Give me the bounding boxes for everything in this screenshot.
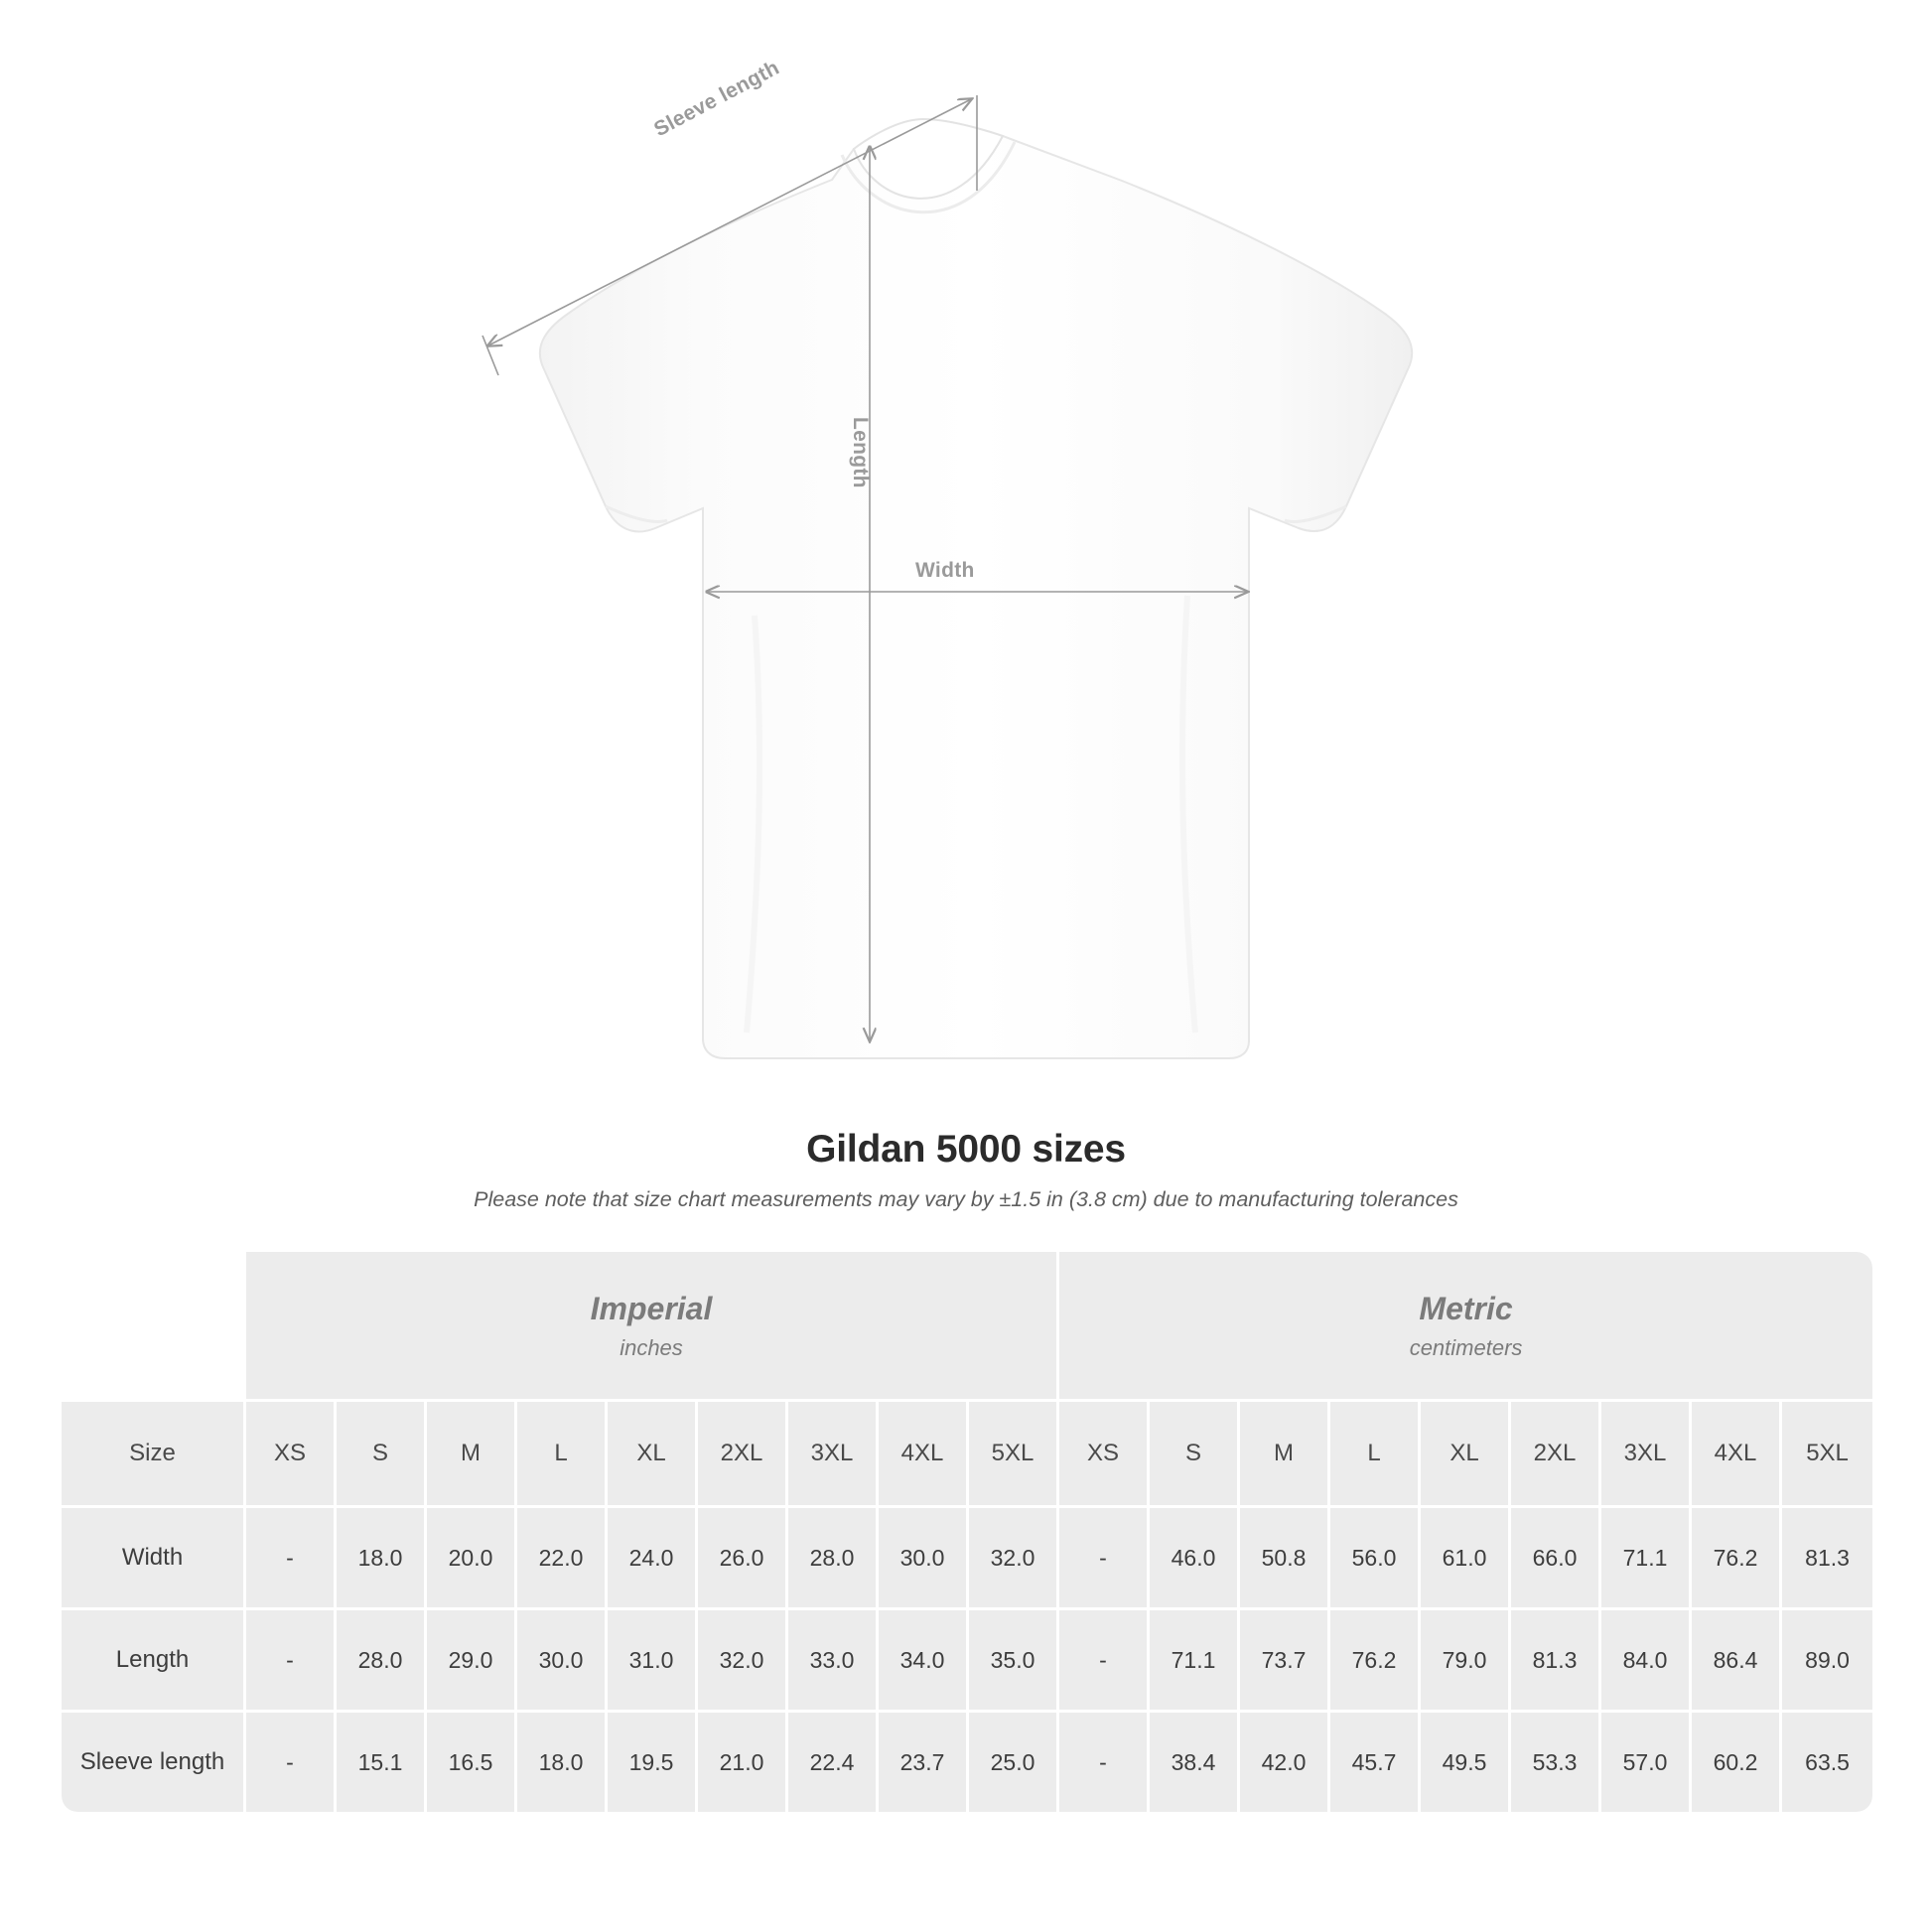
size-header-metric-5xl: 5XL [1782,1402,1872,1508]
size-header-imperial-m: M [427,1402,517,1508]
cell-imperial: 18.0 [337,1508,427,1610]
cell-imperial: 22.0 [517,1508,608,1610]
size-header-metric-xs: XS [1059,1402,1150,1508]
cell-imperial: 34.0 [879,1610,969,1713]
cell-imperial: 21.0 [698,1713,788,1812]
table-row [62,1713,1872,1812]
cell-imperial: - [246,1713,337,1812]
cell-metric: 66.0 [1511,1508,1601,1610]
cell-imperial: 25.0 [969,1713,1059,1812]
size-header-metric-xl: XL [1421,1402,1511,1508]
row-label-length: Length [62,1610,246,1713]
unit-group-header-imperial [246,1252,1059,1402]
size-header-metric-l: L [1330,1402,1421,1508]
cell-imperial: 20.0 [427,1508,517,1610]
unit-row-spacer [62,1252,246,1402]
size-header-imperial-s: S [337,1402,427,1508]
cell-metric: 60.2 [1692,1713,1782,1812]
cell-imperial: 30.0 [879,1508,969,1610]
cell-metric: 76.2 [1330,1610,1421,1713]
unit-group-name: Imperial [590,1291,713,1327]
cell-metric: 57.0 [1601,1713,1692,1812]
cell-imperial: 31.0 [608,1610,698,1713]
cell-metric: 42.0 [1240,1713,1330,1812]
size-table [62,1252,1872,1812]
tshirt-shape [540,119,1412,1058]
cell-metric: 89.0 [1782,1610,1872,1713]
cell-metric: 46.0 [1150,1508,1240,1610]
cell-metric: 53.3 [1511,1713,1601,1812]
size-header-imperial-l: L [517,1402,608,1508]
cell-metric: 79.0 [1421,1610,1511,1713]
cell-metric: 49.5 [1421,1713,1511,1812]
cell-imperial: 30.0 [517,1610,608,1713]
unit-group-row [62,1252,1872,1402]
row-label-sleeve-length: Sleeve length [62,1713,246,1812]
cell-metric: 86.4 [1692,1610,1782,1713]
table-row [62,1508,1872,1610]
unit-group-header-metric [1059,1252,1872,1402]
cell-metric: 56.0 [1330,1508,1421,1610]
size-header-imperial-2xl: 2XL [698,1402,788,1508]
cell-metric: 38.4 [1150,1713,1240,1812]
cell-imperial: - [246,1610,337,1713]
length-dimension-label: Length [849,417,872,488]
cell-metric: - [1059,1713,1150,1812]
cell-metric: 45.7 [1330,1713,1421,1812]
cell-imperial: 28.0 [788,1508,879,1610]
cell-imperial: 23.7 [879,1713,969,1812]
size-header-metric-3xl: 3XL [1601,1402,1692,1508]
cell-metric: 61.0 [1421,1508,1511,1610]
cell-metric: 50.8 [1240,1508,1330,1610]
unit-group-subtitle: inches [620,1335,683,1361]
cell-imperial: 32.0 [698,1610,788,1713]
cell-imperial: 24.0 [608,1508,698,1610]
cell-imperial: 16.5 [427,1713,517,1812]
cell-metric: - [1059,1508,1150,1610]
size-header-metric-2xl: 2XL [1511,1402,1601,1508]
unit-group-name: Metric [1419,1291,1513,1327]
cell-metric: 81.3 [1511,1610,1601,1713]
size-header-imperial-4xl: 4XL [879,1402,969,1508]
cell-metric: 76.2 [1692,1508,1782,1610]
size-header-imperial-3xl: 3XL [788,1402,879,1508]
size-header-imperial-5xl: 5XL [969,1402,1059,1508]
page-title: Gildan 5000 sizes [806,1128,1126,1171]
size-table-wrapper [62,1252,1870,1812]
cell-imperial: 19.5 [608,1713,698,1812]
size-header-imperial-xs: XS [246,1402,337,1508]
table-row [62,1610,1872,1713]
tolerance-note: Please note that size chart measurements may vary by ±1.5 in (3.8 cm) due to manufacturing tolerances [474,1187,1458,1211]
cell-metric: 63.5 [1782,1713,1872,1812]
size-header-metric-m: M [1240,1402,1330,1508]
cell-imperial: - [246,1508,337,1610]
sleeve-length-dimension-label: Sleeve length [650,56,783,142]
size-header-row [62,1402,1872,1508]
cell-metric: - [1059,1610,1150,1713]
size-header-imperial-xl: XL [608,1402,698,1508]
cell-metric: 84.0 [1601,1610,1692,1713]
cell-imperial: 26.0 [698,1508,788,1610]
title-block [0,1128,1932,1212]
cell-imperial: 32.0 [969,1508,1059,1610]
cell-metric: 73.7 [1240,1610,1330,1713]
size-header-cell: Size [62,1402,246,1508]
width-dimension-label: Width [915,559,975,582]
unit-group-subtitle: centimeters [1409,1335,1523,1361]
cell-imperial: 18.0 [517,1713,608,1812]
row-label-width: Width [62,1508,246,1610]
size-header-metric-4xl: 4XL [1692,1402,1782,1508]
cell-metric: 71.1 [1150,1610,1240,1713]
cell-metric: 81.3 [1782,1508,1872,1610]
cell-metric: 71.1 [1601,1508,1692,1610]
cell-imperial: 15.1 [337,1713,427,1812]
cell-imperial: 29.0 [427,1610,517,1713]
cell-imperial: 28.0 [337,1610,427,1713]
cell-imperial: 35.0 [969,1610,1059,1713]
cell-imperial: 22.4 [788,1713,879,1812]
cell-imperial: 33.0 [788,1610,879,1713]
size-header-metric-s: S [1150,1402,1240,1508]
